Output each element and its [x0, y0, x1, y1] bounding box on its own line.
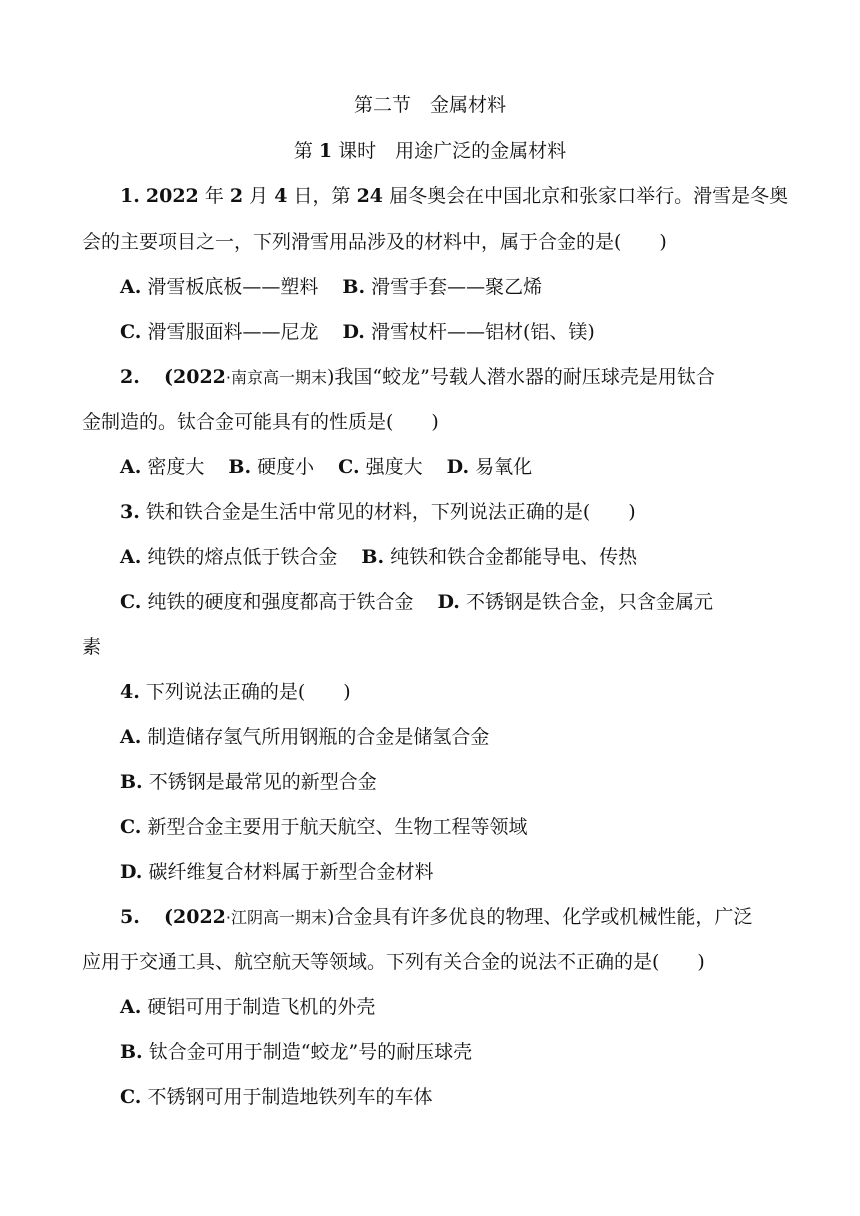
- question-text: 我国“蛟龙”号载人潜水器的耐压球壳是用钛合: [334, 366, 715, 388]
- option-text: 滑雪手套——聚乙烯: [371, 276, 543, 298]
- question-2-line-1: [120, 365, 715, 390]
- question-5-line-2: 应用于交通工具、航空航天等领域。下列有关合金的说法不正确的是( ): [82, 951, 705, 973]
- source-close: ): [326, 906, 335, 928]
- question-1-options-row-1: [120, 275, 542, 299]
- option-key: B.: [120, 771, 143, 793]
- option-key: A.: [120, 456, 142, 478]
- question-number: 3.: [120, 501, 140, 523]
- option-text: 纯铁的熔点低于铁合金: [147, 546, 338, 568]
- option-key: D.: [120, 861, 143, 883]
- option-key: C.: [120, 816, 142, 838]
- question-text: 铁和铁合金是生活中常见的材料，下列说法正确的是( ): [145, 501, 636, 523]
- question-3-options-row-2: [120, 590, 713, 614]
- option-text: 滑雪板底板——塑料: [147, 276, 319, 298]
- question-4-option-a: [120, 725, 489, 749]
- option-text: 钛合金可用于制造“蛟龙”号的耐压球壳: [148, 1041, 473, 1063]
- question-5-option-b: [120, 1040, 472, 1064]
- question-1-line-2: 会的主要项目之一，下列滑雪用品涉及的材料中，属于合金的是( ): [82, 231, 667, 253]
- question-4-option-b: [120, 770, 377, 794]
- text: 月: [249, 185, 269, 207]
- option-text: 强度大: [365, 456, 423, 478]
- option-text: 滑雪服面料——尼龙: [147, 321, 319, 343]
- question-5-option-c: [120, 1085, 432, 1109]
- question-5-option-a: [120, 995, 375, 1019]
- option-key: C.: [120, 591, 142, 613]
- source-year: (2022: [164, 366, 226, 388]
- option-key: B.: [361, 546, 385, 568]
- year: 2022: [145, 185, 199, 207]
- text: 日，第: [293, 185, 351, 207]
- question-3-stem: [120, 500, 636, 524]
- question-4-stem: [120, 680, 351, 704]
- question-text: 合金具有许多优良的物理、化学或机械性能，广泛: [334, 906, 753, 928]
- option-text: 密度大: [147, 456, 205, 478]
- option-text: 不锈钢是最常见的新型合金: [148, 771, 377, 793]
- option-key: B.: [228, 456, 252, 478]
- option-key: A.: [120, 276, 142, 298]
- option-key: A.: [120, 996, 142, 1018]
- option-text: 纯铁和铁合金都能导电、传热: [390, 546, 638, 568]
- question-3-option-wrap: 素: [82, 636, 102, 658]
- question-2-line-2: 金制造的。钛合金可能具有的性质是( ): [82, 411, 439, 433]
- text: 届冬奥会在中国北京和张家口举行。滑雪是冬奥: [389, 185, 789, 207]
- option-text: 新型合金主要用于航天航空、生物工程等领域: [147, 816, 528, 838]
- question-number: 1.: [120, 185, 140, 207]
- source-place: ·江阴高一期末: [225, 908, 327, 927]
- question-text: 下列说法正确的是( ): [145, 681, 351, 703]
- question-3-options-row-1: [120, 545, 637, 569]
- question-number: 2.: [120, 366, 140, 388]
- option-key: C.: [338, 456, 360, 478]
- lesson-title-text: 课时 用途广泛的金属材料: [338, 140, 567, 162]
- option-text: 硬度小: [257, 456, 315, 478]
- month: 2: [229, 185, 244, 207]
- question-4-option-d: [120, 860, 433, 884]
- option-text: 纯铁的硬度和强度都高于铁合金: [147, 591, 414, 613]
- option-key: D.: [446, 456, 470, 478]
- option-key: A.: [120, 546, 142, 568]
- section-title: 第二节 金属材料: [353, 94, 506, 116]
- option-key: D.: [437, 591, 460, 613]
- option-key: D.: [342, 321, 365, 343]
- option-text: 硬铝可用于制造飞机的外壳: [147, 996, 376, 1018]
- question-5-line-1: [120, 905, 752, 930]
- question-2-options: [120, 455, 532, 479]
- lesson-number: 1: [318, 140, 333, 162]
- question-number: 5.: [120, 906, 140, 928]
- option-key: C.: [120, 1086, 142, 1108]
- option-key: C.: [120, 321, 142, 343]
- option-key: A.: [120, 726, 142, 748]
- lesson-num-label: 第: [293, 140, 313, 162]
- day: 4: [274, 185, 288, 207]
- option-text: 不锈钢可用于制造地铁列车的车体: [147, 1086, 433, 1108]
- option-text: 制造储存氢气所用钢瓶的合金是储氢合金: [147, 726, 490, 748]
- text: 年: [204, 185, 224, 207]
- option-text: 不锈钢是铁合金，只含金属元: [465, 591, 713, 613]
- question-1-options-row-2: [120, 320, 595, 344]
- question-number: 4.: [120, 681, 140, 703]
- option-text: 碳纤维复合材料属于新型合金材料: [148, 861, 434, 883]
- option-key: B.: [342, 276, 366, 298]
- question-4-option-c: [120, 815, 527, 839]
- lesson-title: [0, 139, 860, 163]
- option-text: 滑雪杖杆——铝材(铝、镁): [370, 321, 595, 343]
- source-place: ·南京高一期末: [225, 368, 327, 387]
- option-key: B.: [120, 1041, 143, 1063]
- source-close: ): [326, 366, 335, 388]
- option-text: 易氧化: [475, 456, 533, 478]
- edition-number: 24: [356, 185, 384, 207]
- question-1-line-1: [120, 184, 788, 208]
- source-year: (2022: [164, 906, 226, 928]
